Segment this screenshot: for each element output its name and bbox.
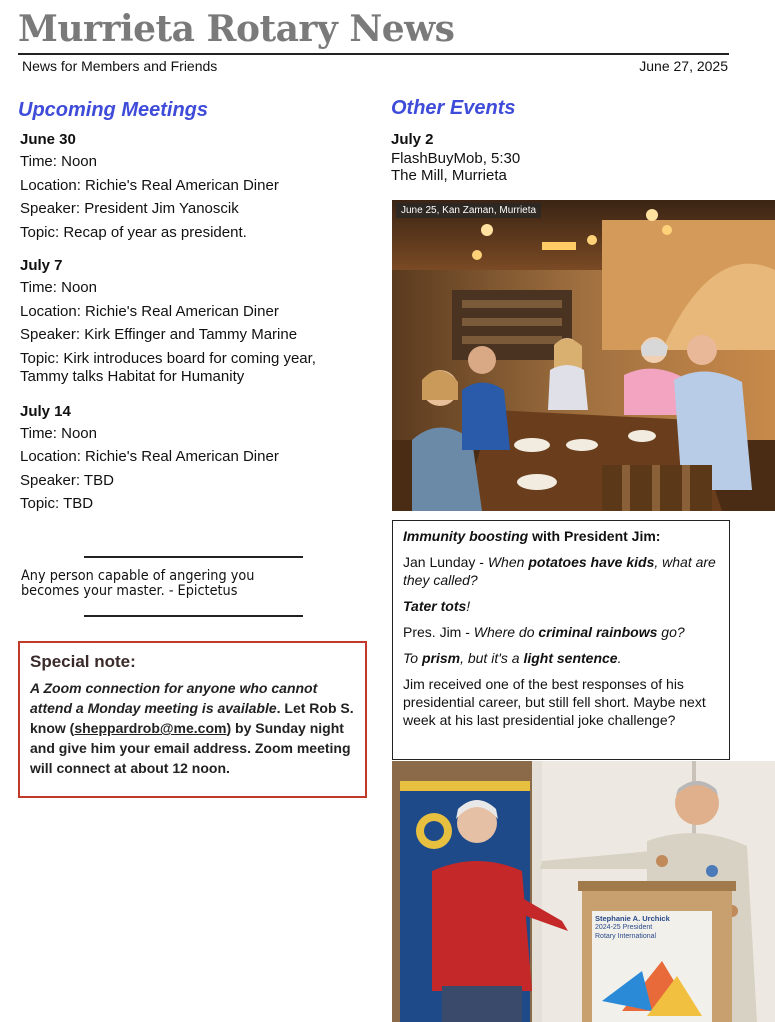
issue-date: June 27, 2025 — [639, 58, 728, 74]
meeting-speaker: Speaker: TBD — [20, 471, 114, 489]
joke-text-bold: prism — [421, 650, 461, 666]
meeting-item — [20, 130, 365, 244]
upcoming-meetings-heading: Upcoming Meetings — [18, 99, 209, 121]
joke-speaker: Jan Lunday - — [403, 554, 488, 570]
event-date: July 2 — [391, 131, 434, 148]
special-note-text: A Zoom connection for anyone who cannot attend a — [30, 680, 318, 716]
joke-question-1 — [403, 553, 719, 589]
joke-answer-2 — [403, 649, 719, 667]
joke-text-bold: criminal rainbows — [538, 624, 658, 640]
photo-caption: June 25, Kan Zaman, Murrieta — [396, 203, 541, 218]
joke-text: . — [617, 650, 622, 666]
special-note-title: Special note: — [30, 652, 136, 671]
restaurant-photo-illustration — [392, 200, 775, 511]
meeting-date: July 14 — [20, 402, 71, 420]
epictetus-quote: Any person capable of angering you becomes your master. - Epictetus — [21, 568, 255, 599]
meetings-list — [20, 130, 365, 528]
podium-sign-line: Rotary International — [595, 933, 657, 940]
masthead — [18, 8, 729, 50]
event-line: FlashBuyMob, 5:30 — [391, 150, 521, 167]
meeting-date: June 30 — [20, 131, 76, 148]
joke-text: Where do — [473, 624, 539, 640]
meeting-topic: Topic: Recap of year as president. — [20, 223, 247, 241]
joke-text-bold: potatoes have kids — [528, 554, 655, 570]
joke-box-title — [403, 527, 719, 545]
newsletter-title: Murrieta Rotary News — [18, 8, 455, 50]
podium-sign-name: Stephanie A. Urchick — [595, 914, 670, 923]
tagline: News for Members and Friends — [22, 58, 218, 74]
meeting-time: Time: Noon — [20, 279, 97, 296]
other-events — [391, 130, 741, 184]
meeting-topic: Topic: Kirk introduces board for coming year, Tammy talks Habitat for Humanity — [20, 349, 316, 385]
special-note-text: . Let Rob S. know ( — [30, 700, 354, 736]
meeting-date: July 7 — [20, 257, 63, 274]
joke-text-bold: light sentence — [523, 650, 618, 666]
joke-text: , what are they called? — [403, 554, 716, 588]
meeting-time: Time: Noon — [20, 424, 97, 442]
joke-answer-bold: Tater tots — [403, 598, 467, 614]
joke-title-emphasis: Immunity boosting — [403, 528, 529, 544]
special-note-box — [18, 641, 367, 798]
podium-sign-line: 2024-25 President — [595, 924, 653, 931]
joke-answer-1 — [403, 597, 719, 615]
meeting-time: Time: Noon — [20, 153, 97, 170]
special-note-text: ) by Sunday night and give him your email address. Zoom meeting will connect at about 12 noon. — [30, 720, 351, 776]
joke-answer-end: ! — [466, 598, 471, 614]
meeting-item — [20, 402, 365, 516]
joke-text: , but it's a — [460, 650, 524, 666]
joke-text: When — [487, 554, 529, 570]
email-link[interactable]: sheppardrob@me.com — [74, 720, 227, 736]
meeting-location: Location: Richie's Real American Diner — [20, 448, 279, 465]
podium-sign — [595, 914, 709, 941]
special-note-emphasis: Monday meeting is available — [87, 700, 277, 716]
quote-rule-top — [84, 556, 303, 558]
joke-closing: Jim received one of the best responses of his presidential career, but still fell short. Maybe next week at his last presidential joke challenge? — [403, 676, 706, 728]
joke-box — [392, 520, 730, 760]
joke-title-rest: with President Jim: — [528, 528, 661, 544]
meeting-location: Location: Richie's Real American Diner — [20, 302, 279, 320]
meeting-item — [20, 256, 365, 386]
podium-photo-illustration — [392, 761, 775, 1022]
other-events-heading: Other Events — [391, 97, 516, 119]
podium-photo — [392, 761, 775, 1022]
meeting-speaker: Speaker: Kirk Effinger and Tammy Marine — [20, 326, 298, 343]
meeting-speaker: Speaker: President Jim Yanoscik — [20, 200, 239, 217]
restaurant-photo — [392, 200, 775, 511]
masthead-rule — [18, 53, 729, 55]
meeting-topic: Topic: TBD — [20, 495, 94, 512]
joke-question-2 — [403, 623, 719, 641]
special-note-body — [30, 678, 355, 778]
quote-rule-bottom — [84, 615, 303, 617]
joke-speaker: Pres. Jim - — [403, 624, 474, 640]
joke-text: go? — [657, 624, 685, 640]
joke-text: To — [403, 650, 422, 666]
event-location: The Mill, Murrieta — [391, 167, 507, 184]
meeting-location: Location: Richie's Real American Diner — [20, 176, 279, 194]
